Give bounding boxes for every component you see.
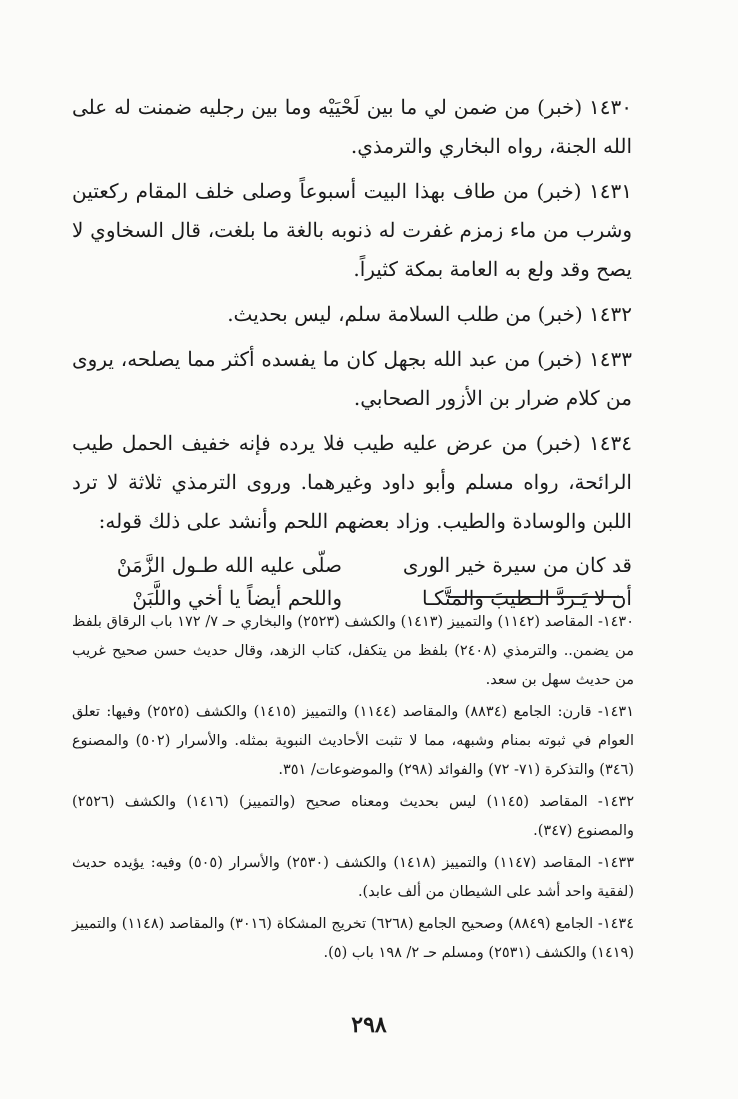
footnote-1431: ١٤٣١- قارن: الجامع (٨٨٣٤) والمقاصد (١١٤٤) والتمييز (١٤١٥) والكشف (٢٥٢٥) وفيها: تعلق العوام في ثبوته بمنام وشبهه، مما لا تثبت الأحاديث النبوية بمثله. والأسرار (٥٠٢) والمصنوع (٣٤٦) والتذكرة (٧١- ٧٢) والفوائد (٢٩٨) والموضوعات/ ٣٥١. <box>72 704 634 778</box>
footnote-1434: ١٤٣٤- الجامع (٨٨٤٩) وصحيح الجامع (٦٢٦٨) تخريج المشكاة (٣٠١٦) والمقاصد (١١٤٨) والتمييز (١٤١٩) والكشف (٢٥٣١) ومسلم حـ ٢/ ١٩٨ باب (٥). <box>72 916 634 961</box>
main-text <box>72 88 632 615</box>
verse-1-second-hemistich: صلّى عليه الله طـول الزَّمَنْ <box>116 553 342 577</box>
poem <box>72 549 632 615</box>
entry-1434: ١٤٣٤ (خبر) من عرض عليه طيب فلا يرده فإنه خفيف الحمل طيب الرائحة، رواه مسلم وأبو داود وغيرهما. وروى الترمذي ثلاثة لا ترد اللبن والوسادة والطيب. وزاد بعضهم اللحم وأنشد على ذلك قوله: <box>72 431 632 533</box>
verse-2-second-hemistich: واللحم أيضاً يا أخي واللَّبَنْ <box>132 586 342 610</box>
footnote-1432: ١٤٣٢- المقاصد (١١٤٥) ليس بحديث ومعناه صحيح (والتمييز) (١٤١٦) والكشف (٢٥٢٦) والمصنوع (٣٤٧). <box>72 794 634 839</box>
footnote-1430: ١٤٣٠- المقاصد (١١٤٢) والتمييز (١٤١٣) والكشف (٢٥٢٣) والبخاري حـ ٧/ ١٧٢ باب الرقاق بلفظ من يضمن.. والترمذي (٢٤٠٨) بلفظ من يتكفل، كتاب الزهد، وقال حديث حسن صحيح غريب من حديث سهل بن سعد. <box>72 614 635 688</box>
entry-1431: ١٤٣١ (خبر) من طاف بهذا البيت أسبوعاً وصلى خلف المقام ركعتين وشرب من ماء زمزم غفرت له ذنوبه بالغة ما بلغت، قال السخاوي لا يصح وقد ولع به العامة بمكة كثيراً. <box>72 179 632 281</box>
verse-2-first-hemistich: أن لا يَـردَّ الـطيبَ والمتَّكـا <box>422 586 632 610</box>
entry-1433: ١٤٣٣ (خبر) من عبد الله بجهل كان ما يفسده أكثر مما يصلحه، يروى من كلام ضرار بن الأزور الصحابي. <box>72 347 632 410</box>
entry-1432: ١٤٣٢ (خبر) من طلب السلامة سلم، ليس بحديث. <box>227 302 632 326</box>
footnote-1433: ١٤٣٣- المقاصد (١١٤٧) والتمييز (١٤١٨) والكشف (٢٥٣٠) والأسرار (٥٠٥) وفيه: يؤيده حديث (لفقية واحد أشد على الشيطان من ألف عابد). <box>72 855 635 900</box>
footnotes <box>72 608 634 971</box>
footnote-separator <box>448 596 623 598</box>
page-number: ٢٩٨ <box>351 1012 387 1038</box>
verse-1-first-hemistich: قد كان من سيرة خير الورى <box>402 553 632 577</box>
entry-1430: ١٤٣٠ (خبر) من ضمن لي ما بين لَحْيَيْه وما بين رجليه ضمنت له على الله الجنة، رواه البخاري والترمذي. <box>72 95 632 158</box>
